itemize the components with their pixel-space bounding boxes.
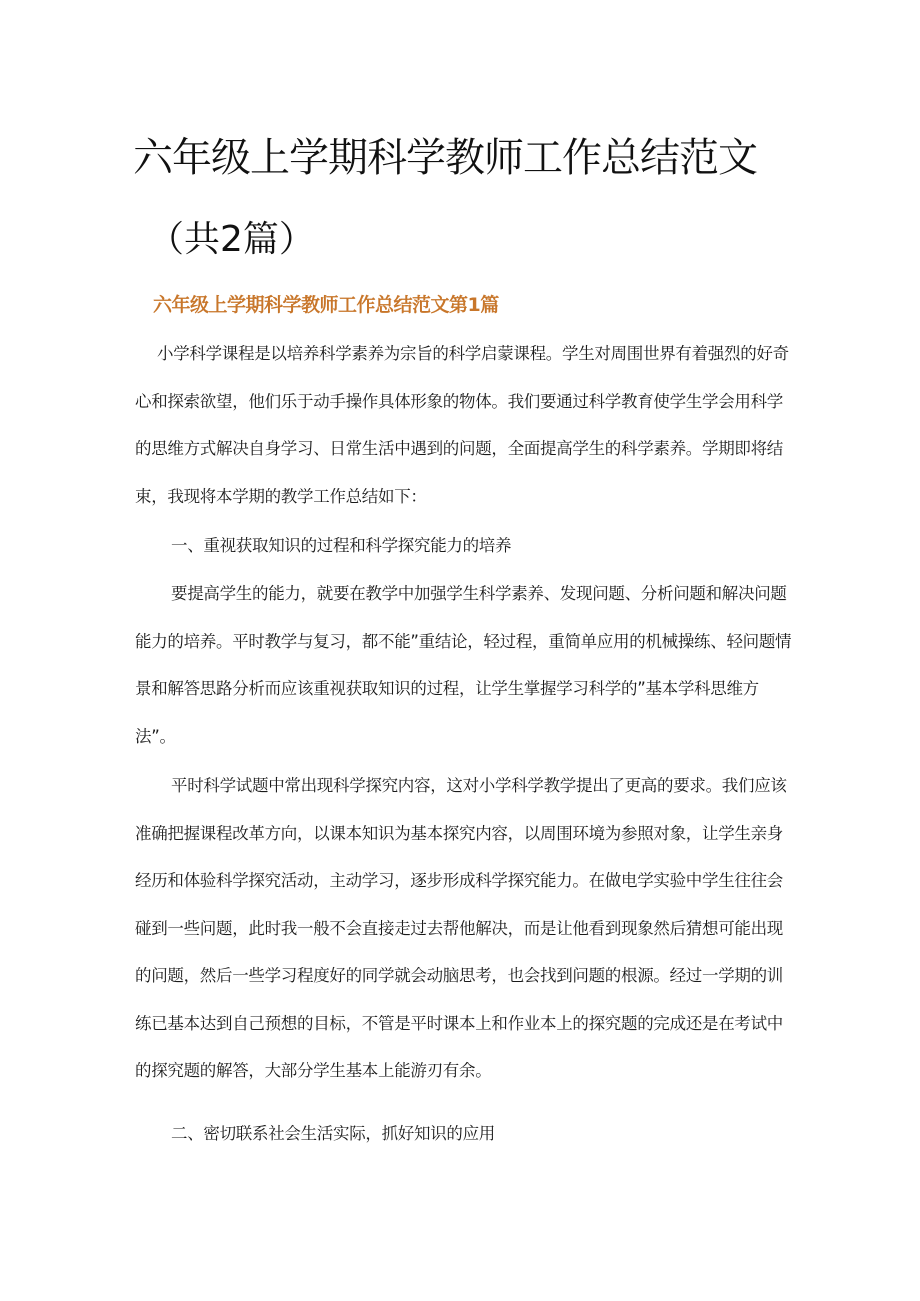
subheading-two: 二、密切联系社会生活实际，抓好知识的应用: [171, 1124, 496, 1143]
section-heading: 六年级上学期科学教师工作总结范文第1篇: [153, 294, 499, 316]
intro-paragraph: 小学科学课程是以培养科学素养为宗旨的科学启蒙课程。学生对周围世界有着强烈的好奇心和探索欲望，他们乐于动手操作具体形象的物体。我们要通过科学教育使学生学会用科学的思维方式解决自身学习、日常生活中遇到的问题，全面提高学生的科学素养。学期即将结束，我现将本学期的教学工作总结如下：: [135, 344, 789, 506]
document-title-count: （共2篇）: [148, 219, 315, 260]
paragraph-two: 要提高学生的能力，就要在教学中加强学生科学素养、发现问题、分析问题和解决问题能力的培养。平时教学与复习，都不能”重结论，轻过程，重简单应用的机械操练、轻问题情景和解答思路分析而应该重视获取知识的过程，让学生掌握学习科学的”基本学科思维方法”。: [135, 584, 792, 746]
subheading-one: 一、重视获取知识的过程和科学探究能力的培养: [171, 536, 512, 555]
paragraph-three: 平时科学试题中常出现科学探究内容，这对小学科学教学提出了更高的要求。我们应该准确把握课程改革方向，以课本知识为基本探究内容，以周围环境为参照对象，让学生亲身经历和体验科学探究活动，主动学习，逐步形成科学探究能力。在做电学实验中学生往往会碰到一些问题，此时我一般不会直接走过去帮他解决，而是让他看到现象然后猜想可能出现的问题，然后一些学习程度好的同学就会动脑思考，也会找到问题的根源。经过一学期的训练已基本达到自己预想的目标，不管是平时课本上和作业本上的探究题的完成还是在考试中的探究题的解答，大部分学生基本上能游刃有余。: [135, 776, 787, 1080]
document-title: 六年级上学期科学教师工作总结范文: [133, 135, 757, 181]
